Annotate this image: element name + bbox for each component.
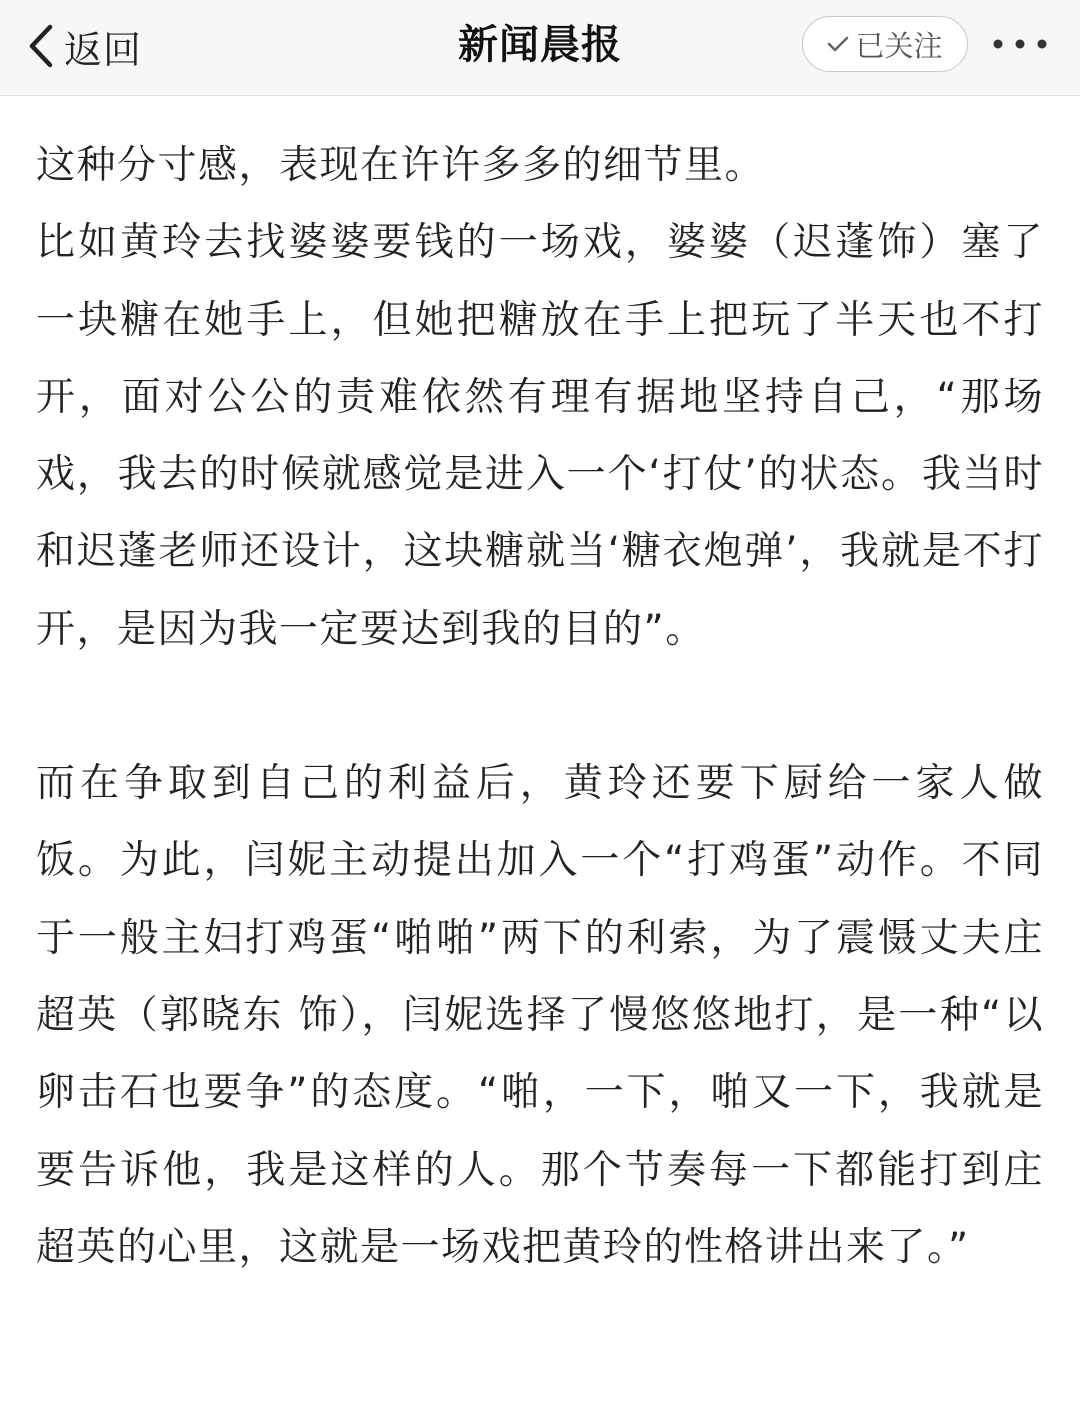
more-dots-icon [991, 38, 1049, 50]
page-title: 新闻晨报 [458, 22, 622, 68]
chevron-left-icon [24, 23, 58, 69]
follow-label: 已关注 [855, 28, 943, 63]
back-button[interactable] [24, 18, 142, 74]
article-body [0, 127, 1080, 1286]
article-paragraph: 比如黄玲去找婆婆要钱的一场戏，婆婆（迟蓬饰）塞了一块糖在她手上，但她把糖放在手上把玩了半天也不打开，面对公公的责难依然有理有据地坚持自己，“那场戏，我去的时候就感觉是进入一个‘打仗’的状态。我当时和迟蓬老师还设计，这块糖就当‘糖衣炮弹’，我就是不打开，是因为我一定要达到我的目的”。 [36, 220, 1044, 652]
check-icon [827, 35, 849, 53]
more-button[interactable] [988, 26, 1052, 62]
navigation-bar [0, 0, 1080, 96]
article-paragraph: 而在争取到自己的利益后，黄玲还要下厨给一家人做饭。为此，闫妮主动提出加入一个“打鸡蛋”动作。不同于一般主妇打鸡蛋“啪啪”两下的利索，为了震慑丈夫庄超英（郭晓东 饰），闫妮选择了慢悠悠地打，是一种“以卵击石也要争”的态度。“啪，一下，啪又一下，我就是要告诉他，我是这样的人。那个节奏每一下都能打到庄超英的心里，这就是一场戏把黄玲的性格讲出来了。” [36, 761, 1044, 1270]
back-label: 返回 [64, 27, 143, 72]
follow-button[interactable] [802, 16, 968, 72]
article-paragraph: 这种分寸感，表现在许许多多的细节里。 [36, 143, 766, 188]
